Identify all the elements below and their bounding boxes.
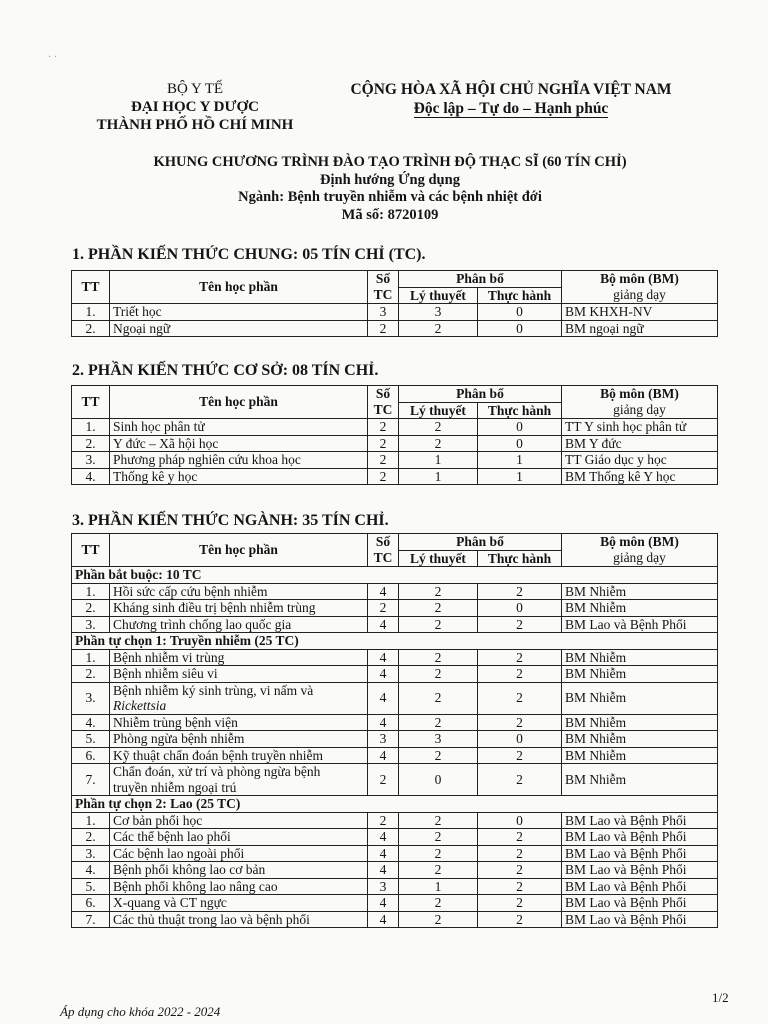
row-department: BM Nhiễm (562, 747, 718, 764)
table-row (72, 682, 718, 714)
row-practice: 2 (478, 583, 562, 600)
row-credits: 4 (368, 829, 399, 846)
row-practice: 2 (478, 666, 562, 683)
course-name-text: Triết học (113, 304, 162, 319)
row-department: BM Nhiễm (562, 666, 718, 683)
col-phanbo: Phân bổ (399, 271, 562, 288)
row-theory: 2 (399, 435, 478, 452)
table-basic (71, 385, 718, 485)
republic-title: CỘNG HÒA XÃ HỘI CHỦ NGHĨA VIỆT NAM (350, 81, 672, 98)
row-course-name (110, 419, 368, 436)
row-course-name (110, 895, 368, 912)
col-thuchanh: Thực hành (478, 287, 562, 304)
group-label: Phần bắt buộc: 10 TC (72, 567, 718, 584)
row-course-name (110, 649, 368, 666)
course-name-text: Bệnh nhiễm ký sinh trùng, vi nấm và (113, 682, 314, 698)
course-name-text: Bệnh phổi không lao nâng cao (113, 878, 278, 894)
row-credits: 4 (368, 616, 399, 633)
col-so: Số (368, 271, 399, 288)
row-course-name (110, 812, 368, 829)
table-row (72, 666, 718, 683)
row-course-name (110, 583, 368, 600)
row-department: BM Lao và Bệnh Phổi (562, 862, 718, 879)
table-major (71, 533, 718, 928)
row-tt: 2. (72, 320, 110, 337)
row-course-name (110, 320, 368, 337)
row-course-name (110, 714, 368, 731)
program-major: Ngành: Bệnh truyền nhiễm và các bệnh nhiệt đới (238, 189, 542, 205)
row-credits: 2 (368, 764, 399, 796)
row-credits: 4 (368, 682, 399, 714)
table-row (72, 878, 718, 895)
row-credits: 4 (368, 583, 399, 600)
table-row (72, 583, 718, 600)
row-credits: 3 (368, 731, 399, 748)
row-practice: 0 (478, 304, 562, 321)
col-lythuyet: Lý thuyết (399, 402, 478, 419)
col-name: Tên học phần (110, 271, 368, 304)
col-lythuyet: Lý thuyết (399, 287, 478, 304)
row-course-name (110, 666, 368, 683)
group-row (72, 633, 718, 650)
row-course-name (110, 616, 368, 633)
row-tt: 3. (72, 616, 110, 633)
row-course-name (110, 435, 368, 452)
course-name-text: Các thủ thuật trong lao và bệnh phổi (113, 911, 310, 927)
row-department: BM Nhiễm (562, 583, 718, 600)
row-practice: 2 (478, 616, 562, 633)
row-theory: 2 (399, 649, 478, 666)
row-tt: 4. (72, 862, 110, 879)
row-practice: 2 (478, 862, 562, 879)
row-tt: 7. (72, 764, 110, 796)
scan-mark: · · (48, 52, 58, 63)
row-tt: 4. (72, 714, 110, 731)
row-theory: 2 (399, 419, 478, 436)
row-theory: 2 (399, 862, 478, 879)
row-department: BM Thống kê Y học (562, 468, 718, 485)
university-name: ĐẠI HỌC Y DƯỢC (131, 99, 259, 115)
col-tt: TT (72, 271, 110, 304)
row-theory: 1 (399, 452, 478, 469)
row-department: BM Nhiễm (562, 764, 718, 796)
col-tc: TC (368, 287, 399, 304)
row-theory: 0 (399, 764, 478, 796)
row-theory: 2 (399, 320, 478, 337)
row-credits: 2 (368, 468, 399, 485)
row-credits: 4 (368, 845, 399, 862)
row-credits: 3 (368, 878, 399, 895)
row-course-name (110, 452, 368, 469)
table-basic-body (72, 419, 718, 485)
row-department: BM Lao và Bệnh Phổi (562, 911, 718, 928)
table-general (71, 270, 718, 337)
row-credits: 2 (368, 419, 399, 436)
col-tc: TC (368, 402, 399, 419)
col-bm: Bộ môn (BM) (562, 534, 718, 551)
row-theory: 2 (399, 812, 478, 829)
row-course-name (110, 845, 368, 862)
row-credits: 4 (368, 714, 399, 731)
program-orientation: Định hướng Ứng dụng (320, 171, 460, 188)
group-row (72, 567, 718, 584)
national-header (325, 80, 697, 118)
row-tt: 3. (72, 682, 110, 714)
row-course-name (110, 304, 368, 321)
col-bm-sub: giảng dạy (562, 550, 718, 567)
row-tt: 1. (72, 812, 110, 829)
row-tt: 1. (72, 419, 110, 436)
row-practice: 2 (478, 829, 562, 846)
course-name-text: Phòng ngừa bệnh nhiễm (113, 731, 245, 746)
program-title-block (70, 154, 710, 224)
section-basic-title: 2. PHẦN KIẾN THỨC CƠ SỞ: 08 TÍN CHỈ. (72, 362, 379, 379)
course-name-text: X-quang và CT ngực (113, 895, 227, 910)
row-practice: 2 (478, 714, 562, 731)
row-practice: 2 (478, 845, 562, 862)
row-credits: 2 (368, 452, 399, 469)
course-name-text: Bệnh nhiễm siêu vi (113, 666, 218, 681)
row-department: BM Nhiễm (562, 714, 718, 731)
row-theory: 3 (399, 731, 478, 748)
row-theory: 2 (399, 895, 478, 912)
course-name-text: Các bệnh lao ngoài phổi (113, 845, 245, 861)
group-label: Phần tự chọn 2: Lao (25 TC) (72, 796, 718, 813)
table-row (72, 435, 718, 452)
group-label: Phần tự chọn 1: Truyền nhiễm (25 TC) (72, 633, 718, 650)
row-course-name (110, 468, 368, 485)
university-city: THÀNH PHỐ HỒ CHÍ MINH (96, 117, 294, 133)
table-major-body (72, 567, 718, 928)
row-tt: 5. (72, 878, 110, 895)
row-department: BM Lao và Bệnh Phổi (562, 878, 718, 895)
page-number: 1/2 (712, 990, 729, 1005)
col-bm: Bộ môn (BM) (562, 271, 718, 288)
ministry-header (60, 80, 330, 134)
table-row (72, 845, 718, 862)
row-practice: 2 (478, 649, 562, 666)
row-tt: 7. (72, 911, 110, 928)
row-tt: 2. (72, 666, 110, 683)
col-name: Tên học phần (110, 534, 368, 567)
row-department: TT Y sinh học phân tử (562, 419, 718, 436)
row-tt: 2. (72, 829, 110, 846)
row-tt: 5. (72, 731, 110, 748)
row-tt: 1. (72, 649, 110, 666)
row-department: BM Nhiễm (562, 682, 718, 714)
table-major-header (72, 534, 718, 567)
row-practice: 2 (478, 878, 562, 895)
row-practice: 1 (478, 468, 562, 485)
col-bm: Bộ môn (BM) (562, 386, 718, 403)
table-row (72, 649, 718, 666)
row-department: BM Lao và Bệnh Phổi (562, 616, 718, 633)
course-name-text: Cơ bản phổi học (113, 812, 203, 828)
row-practice: 2 (478, 682, 562, 714)
col-thuchanh: Thực hành (478, 550, 562, 567)
course-name-text-2: Rickettsia (113, 698, 167, 713)
col-phanbo: Phân bổ (399, 534, 562, 551)
row-course-name (110, 764, 368, 796)
row-practice: 2 (478, 747, 562, 764)
table-row (72, 600, 718, 617)
row-theory: 3 (399, 304, 478, 321)
course-name-text: Y đức – Xã hội học (113, 435, 219, 451)
col-lythuyet: Lý thuyết (399, 550, 478, 567)
row-credits: 4 (368, 649, 399, 666)
row-department: BM Nhiễm (562, 649, 718, 666)
table-row (72, 812, 718, 829)
row-theory: 2 (399, 682, 478, 714)
table-row (72, 714, 718, 731)
row-tt: 3. (72, 452, 110, 469)
row-practice: 0 (478, 812, 562, 829)
course-name-text: Các thể bệnh lao phổi (113, 829, 231, 844)
col-phanbo: Phân bổ (399, 386, 562, 403)
row-practice: 0 (478, 731, 562, 748)
row-tt: 1. (72, 583, 110, 600)
row-course-name (110, 878, 368, 895)
row-department: BM Lao và Bệnh Phổi (562, 895, 718, 912)
row-theory: 1 (399, 468, 478, 485)
row-department: BM Nhiễm (562, 600, 718, 617)
col-name: Tên học phần (110, 386, 368, 419)
course-name-text: Phương pháp nghiên cứu khoa học (113, 452, 301, 467)
row-theory: 2 (399, 714, 478, 731)
table-general-header (72, 271, 718, 304)
row-course-name (110, 829, 368, 846)
row-credits: 2 (368, 812, 399, 829)
table-row (72, 731, 718, 748)
row-credits: 3 (368, 304, 399, 321)
row-tt: 6. (72, 895, 110, 912)
table-row (72, 764, 718, 796)
table-general-body (72, 304, 718, 337)
course-name-text-2: truyền nhiễm ngoại trú (113, 779, 237, 795)
row-theory: 2 (399, 616, 478, 633)
row-theory: 2 (399, 666, 478, 683)
row-department: BM Nhiễm (562, 731, 718, 748)
row-credits: 2 (368, 600, 399, 617)
course-name-text: Chẩn đoán, xử trí và phòng ngừa bệnh (113, 764, 321, 779)
row-practice: 0 (478, 419, 562, 436)
col-so: Số (368, 386, 399, 403)
row-theory: 1 (399, 878, 478, 895)
row-theory: 2 (399, 911, 478, 928)
table-row (72, 911, 718, 928)
col-tt: TT (72, 534, 110, 567)
row-department: BM Lao và Bệnh Phổi (562, 829, 718, 846)
row-course-name (110, 731, 368, 748)
row-practice: 0 (478, 435, 562, 452)
row-department: BM Lao và Bệnh Phổi (562, 812, 718, 829)
col-bm-sub: giảng dạy (562, 402, 718, 419)
course-name-text: Kháng sinh điều trị bệnh nhiễm trùng (113, 600, 316, 615)
col-bm-sub: giảng dạy (562, 287, 718, 304)
row-course-name (110, 600, 368, 617)
table-row (72, 895, 718, 912)
row-course-name (110, 862, 368, 879)
table-row (72, 419, 718, 436)
row-theory: 2 (399, 600, 478, 617)
row-credits: 4 (368, 862, 399, 879)
program-title: KHUNG CHƯƠNG TRÌNH ĐÀO TẠO TRÌNH ĐỘ THẠC SĨ (60 TÍN CHỈ) (153, 154, 627, 170)
row-tt: 1. (72, 304, 110, 321)
col-thuchanh: Thực hành (478, 402, 562, 419)
row-credits: 2 (368, 435, 399, 452)
course-name-text: Thống kê y học (113, 468, 198, 484)
row-theory: 2 (399, 845, 478, 862)
row-credits: 4 (368, 666, 399, 683)
table-row (72, 616, 718, 633)
row-tt: 6. (72, 747, 110, 764)
col-tc: TC (368, 550, 399, 567)
row-department: BM KHXH-NV (562, 304, 718, 321)
table-row (72, 829, 718, 846)
table-row (72, 452, 718, 469)
table-basic-header (72, 386, 718, 419)
row-tt: 2. (72, 435, 110, 452)
section-general-title: 1. PHẦN KIẾN THỨC CHUNG: 05 TÍN CHỈ (TC). (72, 246, 426, 263)
row-theory: 2 (399, 829, 478, 846)
table-row (72, 468, 718, 485)
course-name-text: Bệnh phổi không lao cơ bản (113, 862, 266, 877)
national-motto: Độc lập – Tự do – Hạnh phúc (413, 100, 609, 117)
table-row (72, 320, 718, 337)
row-course-name (110, 747, 368, 764)
row-department: BM Y đức (562, 435, 718, 452)
table-row (72, 304, 718, 321)
row-course-name (110, 911, 368, 928)
course-name-text: Ngoại ngữ (113, 320, 171, 336)
row-theory: 2 (399, 583, 478, 600)
group-row (72, 796, 718, 813)
course-name-text: Hồi sức cấp cứu bệnh nhiễm (113, 583, 268, 599)
course-name-text: Nhiễm trùng bệnh viện (113, 714, 238, 730)
table-row (72, 747, 718, 764)
course-name-text: Sinh học phân tử (113, 419, 205, 434)
course-name-text: Bệnh nhiễm vi trùng (113, 649, 225, 665)
table-row (72, 862, 718, 879)
section-major-title: 3. PHẦN KIẾN THỨC NGÀNH: 35 TÍN CHỈ. (72, 512, 389, 529)
row-department: BM Lao và Bệnh Phổi (562, 845, 718, 862)
row-tt: 3. (72, 845, 110, 862)
row-practice: 2 (478, 895, 562, 912)
row-credits: 2 (368, 320, 399, 337)
col-so: Số (368, 534, 399, 551)
col-tt: TT (72, 386, 110, 419)
row-course-name (110, 682, 368, 714)
row-credits: 4 (368, 895, 399, 912)
program-code: Mã số: 8720109 (341, 206, 439, 223)
row-department: BM ngoại ngữ (562, 320, 718, 337)
row-practice: 2 (478, 911, 562, 928)
footer-note: Áp dụng cho khóa 2022 - 2024 (60, 1004, 221, 1019)
row-practice: 0 (478, 600, 562, 617)
row-tt: 2. (72, 600, 110, 617)
course-name-text: Chương trình chống lao quốc gia (113, 616, 292, 632)
ministry-name: BỘ Y TẾ (166, 81, 224, 97)
row-theory: 2 (399, 747, 478, 764)
row-credits: 4 (368, 911, 399, 928)
row-practice: 0 (478, 320, 562, 337)
row-tt: 4. (72, 468, 110, 485)
course-name-text: Kỹ thuật chẩn đoán bệnh truyền nhiễm (113, 747, 323, 763)
row-department: TT Giáo dục y học (562, 452, 718, 469)
row-credits: 4 (368, 747, 399, 764)
row-practice: 2 (478, 764, 562, 796)
row-practice: 1 (478, 452, 562, 469)
